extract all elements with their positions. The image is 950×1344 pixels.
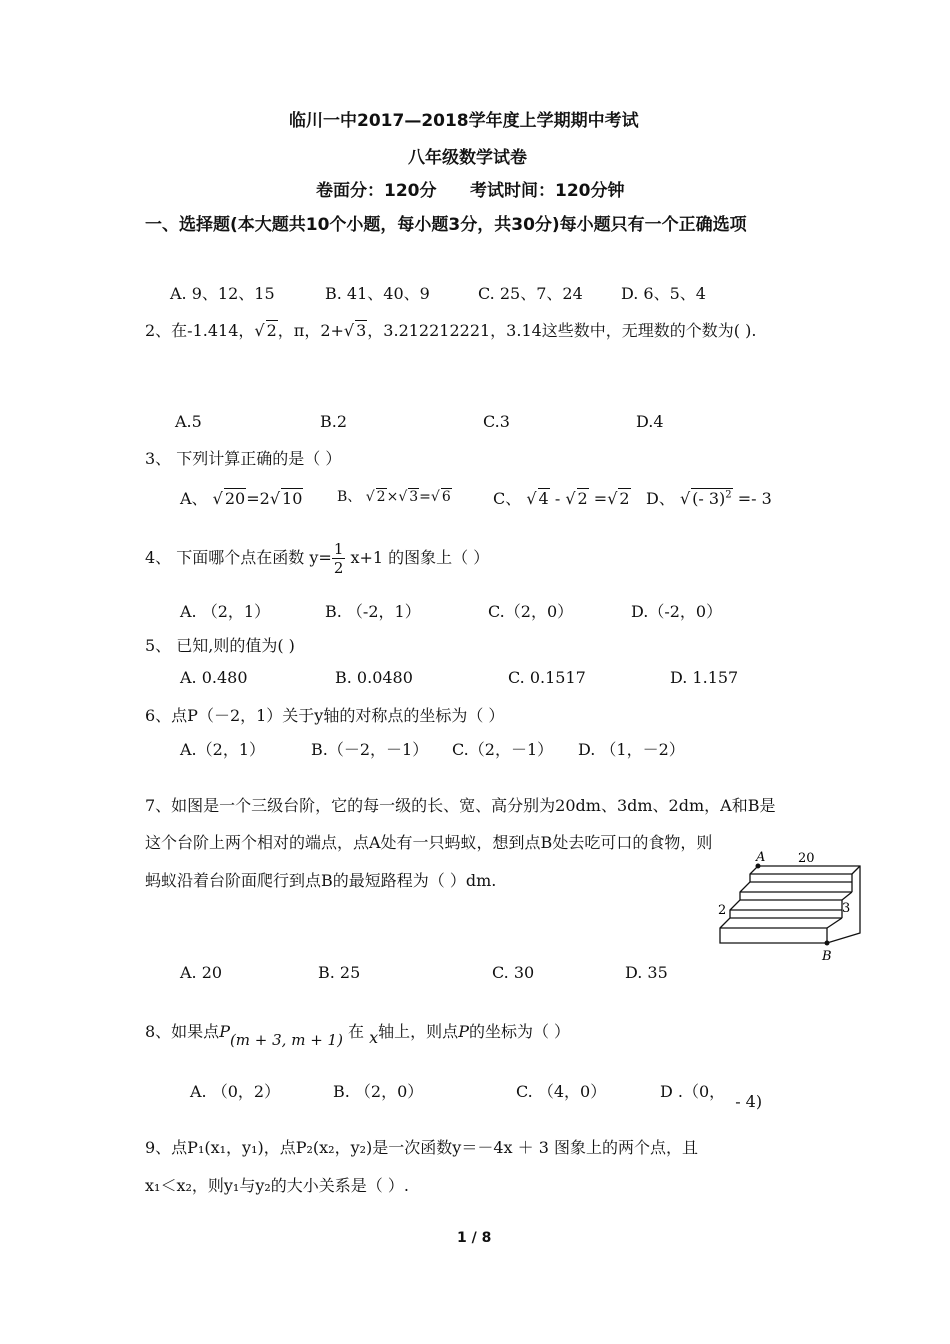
q2-option-b: B.2 <box>320 412 348 431</box>
q7-option-b: B. 25 <box>318 963 361 982</box>
q6-option-d: D. （1，－2） <box>578 740 685 759</box>
label-b: B <box>822 949 832 964</box>
q8-option-a: A. （0，2） <box>190 1082 281 1101</box>
section-heading: 一、选择题(本大题共10个小题，每小题3分，共30分)每小题只有一个正确选项 <box>145 215 747 235</box>
q8-option-d: D .（0，- 4) <box>660 1082 763 1111</box>
q2-option-d: D.4 <box>636 412 664 431</box>
q5-option-a: A. 0.480 <box>180 668 248 687</box>
q2-sqrt2: 2 <box>266 321 277 340</box>
q8-option-c: C. （4，0） <box>516 1082 607 1101</box>
q6-option-b: B.（－2，－1） <box>311 740 429 759</box>
q8-option-b: B. （2，0） <box>333 1082 424 1101</box>
exam-school-title: 临川一中2017—2018学年度上学期期中考试 <box>289 111 639 131</box>
label-length: 20 <box>798 851 815 866</box>
q3-option-c: C、 √ 4 - √ 2 =√ 2 <box>493 489 630 508</box>
q9-line1: 9、点P₁(x₁，y₁)，点P₂(x₂，y₂)是一次函数y＝－4x ＋ 3 图象上的两个点，且 <box>145 1138 698 1157</box>
q3-option-d: D、 √ (- 3)$^2$ =- 3 <box>646 489 772 508</box>
time-info: 考试时间：120分钟 <box>470 181 625 201</box>
q4-stem: 4、 下面哪个点在函数 y= $\frac{1}{2}$ x+1 的图象上（ ） <box>145 540 490 577</box>
score-info: 卷面分：120分 <box>316 181 437 201</box>
q7-option-a: A. 20 <box>180 963 223 982</box>
q9-line2: x₁＜x₂，则y₁与y₂的大小关系是（ ）. <box>145 1176 409 1195</box>
q7-line1: 7、如图是一个三级台阶，它的每一级的长、宽、高分别为20dm、3dm、2dm，A和B是 <box>145 796 776 815</box>
q3-option-b: B、 √ 2×√ 3=√ 6 <box>337 489 451 505</box>
label-height: 2 <box>718 903 727 918</box>
q2-sqrt3: 3 <box>356 321 367 340</box>
exam-subject-title: 八年级数学试卷 <box>408 148 527 168</box>
q7-option-d: D. 35 <box>625 963 668 982</box>
q7-line3: 蚂蚁沿着台阶面爬行到点B的最短路程为（ ）dm. <box>145 871 497 890</box>
q5-stem: 5、 已知,则的值为( ) <box>145 636 295 655</box>
q4-option-a: A. （2，1） <box>180 602 271 621</box>
q5-option-c: C. 0.1517 <box>508 668 586 687</box>
q4-option-c: C.（2，0） <box>488 602 574 621</box>
q1-option-c: C. 25、7、24 <box>478 284 583 303</box>
q1-option-a: A. 9、12、15 <box>170 284 275 303</box>
q2-option-c: C.3 <box>483 412 510 431</box>
label-a: A <box>756 850 766 865</box>
q6-stem: 6、点P（－2，1）关于y轴的对称点的坐标为（ ） <box>145 706 505 725</box>
q5-option-d: D. 1.157 <box>670 668 739 687</box>
q2-stem: 2、在-1.414，√ 2，π，2+√ 3，3.212212221，3.14这些数中，无理数的个数为( ). <box>145 321 757 340</box>
q7-option-c: C. 30 <box>492 963 535 982</box>
q3-stem: 3、 下列计算正确的是（ ） <box>145 449 342 468</box>
point-b-marker <box>825 941 830 946</box>
q6-option-a: A.（2，1） <box>180 740 266 759</box>
q4-option-b: B. （-2，1） <box>325 602 421 621</box>
q5-option-b: B. 0.0480 <box>335 668 413 687</box>
q1-option-d: D. 6、5、4 <box>621 284 706 303</box>
q1-option-b: B. 41、40、9 <box>325 284 430 303</box>
q6-option-c: C.（2，－1） <box>452 740 554 759</box>
label-width: 3 <box>842 901 851 916</box>
q8-stem: 8、如果点P(m + 3, m + 1) 在 x轴上，则点P的坐标为（ ） <box>145 1022 571 1049</box>
q2-option-a: A.5 <box>175 412 202 431</box>
q7-line2: 这个台阶上两个相对的端点，点A处有一只蚂蚁，想到点B处去吃可口的食物，则 <box>145 833 713 852</box>
q4-fraction: $\frac{1}{2}$ <box>333 540 344 577</box>
staircase-figure <box>712 848 872 966</box>
page-number: 1 / 8 <box>457 1230 492 1246</box>
q3-option-a: A、 √ 20=2√ 10 <box>180 489 303 508</box>
q4-option-d: D.（-2，0） <box>631 602 723 621</box>
